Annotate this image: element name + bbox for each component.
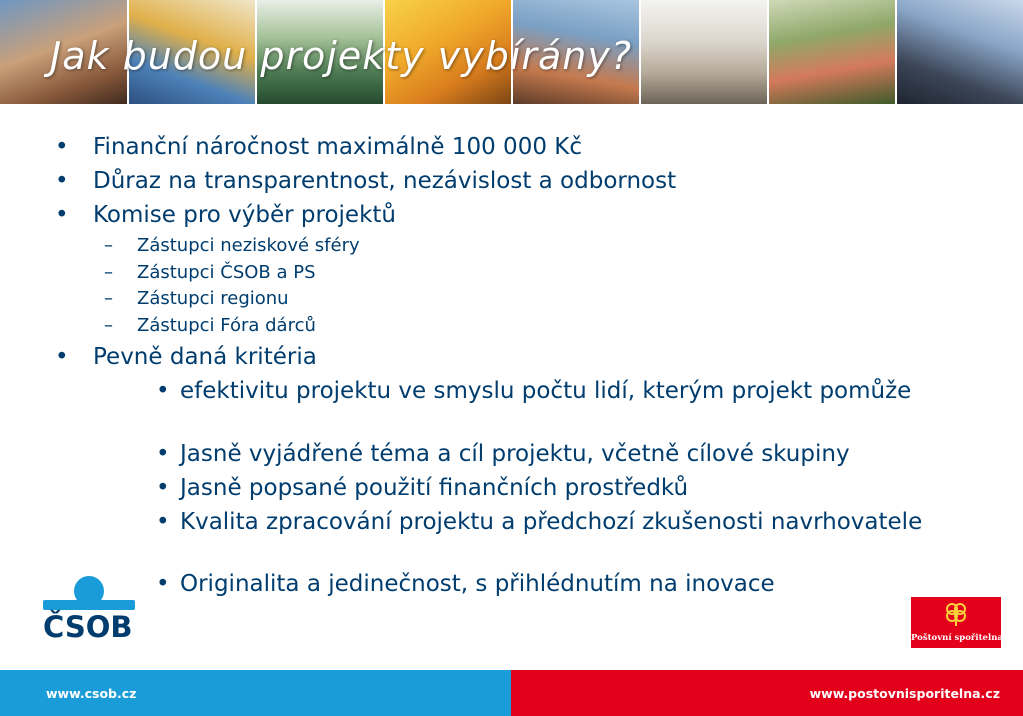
criteria-text: Jasně vyjádřené téma a cíl projektu, včetně cílové skupiny [180, 441, 850, 467]
dash-marker: – [104, 315, 113, 336]
bullet-marker: • [55, 344, 69, 370]
criteria-text: Jasně popsané použití finančních prostředků [180, 475, 689, 501]
banner-divider [895, 0, 897, 104]
criteria-text: Kvalita zpracování projektu a předchozí zkušenosti navrhovatele [180, 509, 923, 535]
postovni-sporitelna-logo [911, 597, 1001, 648]
slide-title: Jak budou projekty vybírány? [50, 34, 633, 78]
photo-banner [0, 0, 1023, 104]
bullet-text: Finanční náročnost maximálně 100 000 Kč [93, 134, 582, 160]
bullet-text: Důraz na transparentnost, nezávislost a odbornost [93, 168, 677, 194]
dash-marker: – [104, 288, 113, 309]
sub-bullet-text: Zástupci Fóra dárců [137, 315, 316, 336]
bullet-marker: • [55, 168, 69, 194]
sub-bullet-text: Zástupci neziskové sféry [137, 235, 360, 256]
banner-divider [767, 0, 769, 104]
criteria-text: efektivitu projektu ve smyslu počtu lidí, kterým projekt pomůže [180, 378, 912, 404]
ps-website-link[interactable]: www.postovnisporitelna.cz [809, 686, 1000, 701]
bullet-marker: • [156, 378, 170, 404]
bullet-marker: • [156, 441, 170, 467]
banner-photo-businessman [896, 0, 1023, 104]
csob-logo [43, 576, 135, 648]
clover-icon [943, 601, 969, 627]
bullet-marker: • [156, 571, 170, 597]
dash-marker: – [104, 262, 113, 283]
sub-bullet-text: Zástupci regionu [137, 288, 289, 309]
bullet-marker: • [55, 134, 69, 160]
banner-divider [639, 0, 641, 104]
dash-marker: – [104, 235, 113, 256]
bullet-marker: • [55, 202, 69, 228]
bullet-text: Komise pro výběr projektů [93, 202, 396, 228]
csob-logo-bar [43, 600, 135, 610]
bullet-marker: • [156, 509, 170, 535]
sub-bullet-text: Zástupci ČSOB a PS [137, 262, 316, 283]
bullet-marker: • [156, 475, 170, 501]
banner-photo-woman-plants [768, 0, 896, 104]
csob-website-link[interactable]: www.csob.cz [46, 686, 137, 701]
bullet-text: Pevně daná kritéria [93, 344, 317, 370]
criteria-text: Originalita a jedinečnost, s přihlédnutím na inovace [180, 571, 775, 597]
csob-logo-text: ČSOB [43, 610, 133, 644]
ps-logo-text: Poštovní spořitelna [911, 633, 1003, 643]
banner-photo-businesswoman [640, 0, 768, 104]
